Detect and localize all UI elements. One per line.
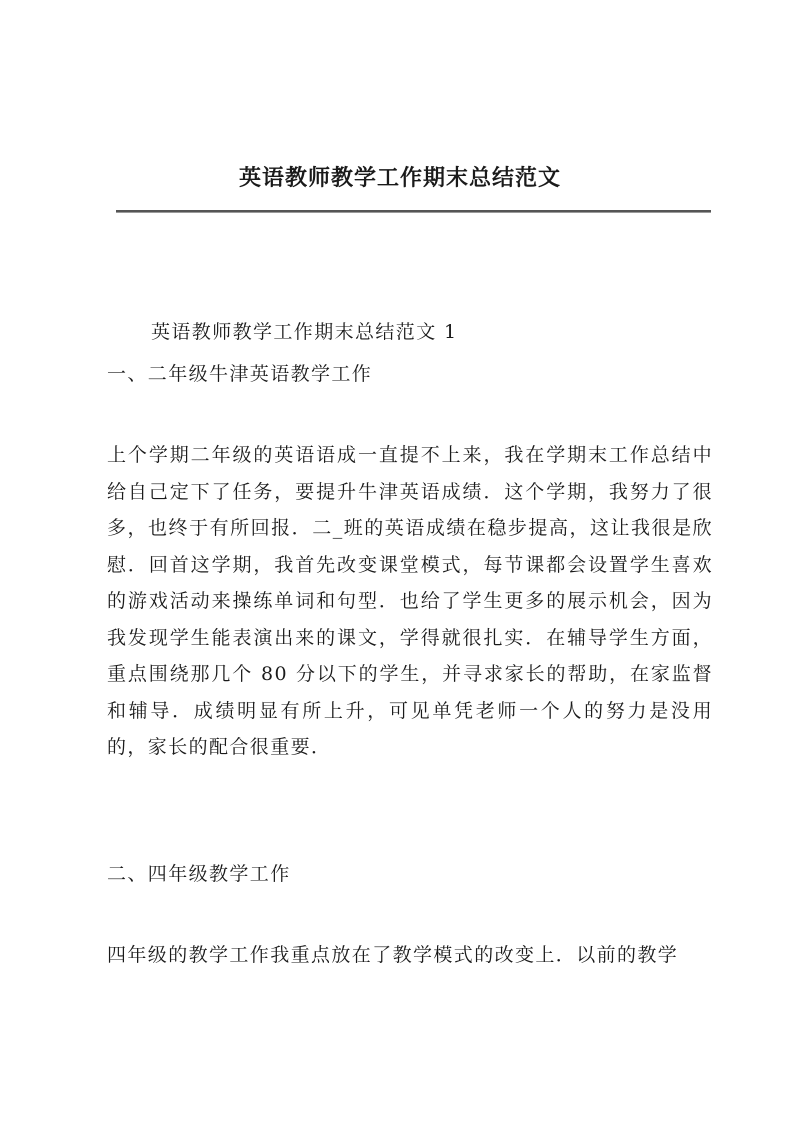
section-heading-grade-two: 一、二年级牛津英语教学工作 <box>107 363 373 385</box>
section-body-grade-two: 上个学期二年级的英语语成一直提不上来，我在学期末工作总结中给自己定下了任务，要提升牛津英语成绩．这个学期，我努力了很多，也终于有所回报．二_班的英语成绩在稳步提高，这让我很是欣慰．回首这学期，我首先改变课堂模式，每节课都会设置学生喜欢的游戏活动来操练单词和句型．也给了学生更多的展示机会，因为我发现学生能表演出来的课文，学得就很扎实．在辅导学生方面，重点围绕那几个 80 分以下的学生，并寻求家长的帮助，在家监督和辅导．成绩明显有所上升，可见单凭老师一个人的努力是没用的，家长的配合很重要． <box>107 444 713 758</box>
section-heading-grade-four: 二、四年级教学工作 <box>107 863 291 885</box>
section-body-grade-four: 四年级的教学工作我重点放在了教学模式的改变上．以前的教学 <box>107 944 679 966</box>
document-title: 英语教师教学工作期末总结范文 <box>238 165 561 191</box>
title-divider <box>116 210 711 213</box>
document-subtitle: 英语教师教学工作期末总结范文 1 <box>151 321 458 343</box>
